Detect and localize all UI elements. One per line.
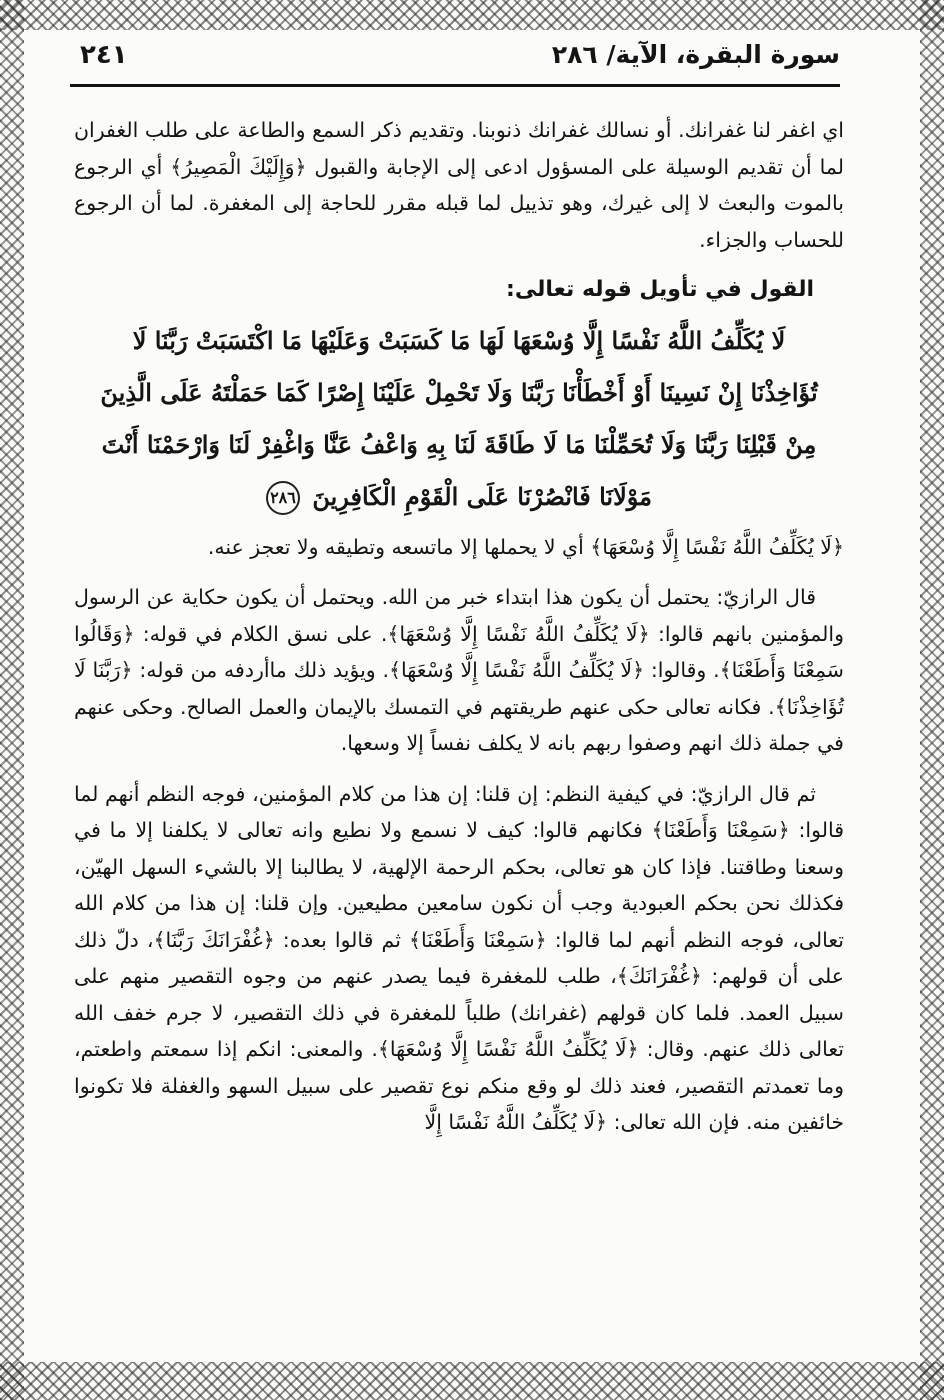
ornamental-border-top <box>0 0 944 30</box>
running-title: سورة البقرة، الآية/ ٢٨٦ <box>551 40 840 69</box>
paragraph-1: اي اغفر لنا غفرانك. أو نسالك غفرانك ذنوبنا. وتقديم ذكر السمع والطاعة على طلب الغفران لما أن تقديم الوسيلة على المسؤول ادعى إلى الإجابة والقبول ﴿وَإِلَيْكَ الْمَصِيرُ﴾ أي الرجوع بالموت والبعث لا إلى غيرك، وهو تذييل لما قبله مقرر للحاجة إلى المغفرة. لما أن الرجوع للحساب والجزاء. <box>74 118 844 252</box>
verse-number-marker: ٢٨٦ <box>266 481 300 515</box>
page-header <box>70 38 840 87</box>
paragraph-4: ثم قال الرازيّ: في كيفية النظم: إن قلنا: إن هذا من كلام المؤمنين، فوجه النظم أنهم لما قالوا: ﴿سَمِعْنَا وَأَطَعْنَا﴾ فكانهم قالوا: كيف لا نسمع ولا نطيع وانه تعالى لا يكلفنا إلا ما في وسعنا وطاقتنا. فإذا كان هو تعالى، بحكم الرحمة الإلهية، لا يطالبنا إلا بالشيء السهل الهيّن، فكذلك نحن بحكم العبودية وجب أن نكون سامعين مطيعين. وإن قلنا: إن هذا من كلام الله تعالى، فوجه النظم أنهم لما قالوا: ﴿سَمِعْنَا وَأَطَعْنَا﴾ ثم قالوا بعده: ﴿غُفْرَانَكَ رَبَّنَا﴾، دلّ ذلك على أن قولهم: ﴿غُفْرَانَكَ﴾، طلب للمغفرة فيما يصدر عنهم من وجوه التقصير منهم على سبيل العمد. فلما كان قولهم (غفرانك) طلباً للمغفرة في ذلك التقصير، لا جرم خفف الله تعالى ذلك عنهم. وقال: ﴿لَا يُكَلِّفُ اللَّهُ نَفْسًا إِلَّا وُسْعَهَا﴾. والمعنى: انكم إذا سمعتم واطعتم، وما تعمدتم التقصير، فعند ذلك لو وقع منكم نوع تقصير على سبيل السهو والغفلة فلا تكونوا خائفين منه. فإن الله تعالى: ﴿لَا يُكَلِّفُ اللَّهُ نَفْسًا إِلَّا <box>74 781 844 1134</box>
page-body <box>74 112 844 1352</box>
ornamental-border-bottom <box>0 1362 944 1400</box>
quran-verse-text: لَا يُكَلِّفُ اللَّهُ نَفْسًا إِلَّا وُسْعَهَا لَهَا مَا كَسَبَتْ وَعَلَيْهَا مَا اكْتَسَبَتْ رَبَّنَا لَا تُؤَاخِذْنَا إِنْ نَسِينَا أَوْ أَخْطَأْنَا رَبَّنَا وَلَا تَحْمِلْ عَلَيْنَا إِصْرًا كَمَا حَمَلْتَهُ عَلَى الَّذِينَ مِنْ قَبْلِنَا رَبَّنَا وَلَا تُحَمِّلْنَا مَا لَا طَاقَةَ لَنَا بِهِ وَاعْفُ عَنَّا وَاغْفِرْ لَنَا وَارْحَمْنَا أَنْتَ مَوْلَانَا فَانْصُرْنَا عَلَى الْقَوْمِ الْكَافِرِينَ <box>100 325 818 511</box>
paragraph-2: ﴿لَا يُكَلِّفُ اللَّهُ نَفْسًا إِلَّا وُسْعَهَا﴾ أي لا يحملها إلا ماتسعه وتطيقه ولا تعجز عنه. <box>207 534 844 559</box>
spacer <box>74 258 844 272</box>
spacer <box>74 565 844 579</box>
spacer <box>74 762 844 776</box>
ornamental-border-right <box>920 0 944 1400</box>
quran-verse-block <box>74 309 844 529</box>
paragraph-3: قال الرازيّ: يحتمل أن يكون هذا ابتداء خبر من الله. ويحتمل أن يكون حكاية عن الرسول والمؤمنين بانهم قالوا: ﴿لَا يُكَلِّفُ اللَّهُ نَفْسًا إِلَّا وُسْعَهَا﴾. على نسق الكلام في قوله: ﴿وَقَالُوا سَمِعْنَا وَأَطَعْنَا﴾. وقالوا: ﴿لَا يُكَلِّفُ اللَّهُ نَفْسًا إِلَّا وُسْعَهَا﴾. ويؤيد ذلك ماأردفه من قوله: ﴿رَبَّنَا لَا تُؤَاخِذْنَا﴾. فكانه تعالى حكى عنهم طريقتهم في التمسك بالإيمان والعمل الصالح. وحكى عنهم في جملة ذلك انهم وصفوا ربهم بانه لا يكلف نفساً إلا وسعها. <box>74 585 844 755</box>
ornamental-border-left <box>0 0 24 1400</box>
section-heading: القول في تأويل قوله تعالى: <box>506 277 814 302</box>
page-number: ٢٤١ <box>80 40 128 70</box>
